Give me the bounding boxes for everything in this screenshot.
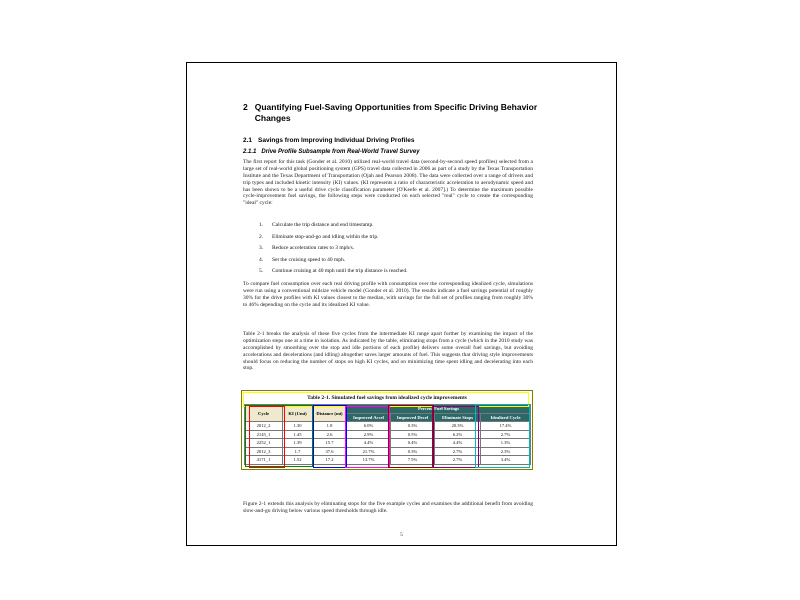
subsubsection-title: Drive Profile Subsample from Real-World Travel Survey	[261, 149, 420, 155]
table-cell: 2145_1	[245, 430, 283, 439]
list-item	[259, 245, 527, 252]
table-cell: 37.6	[313, 447, 347, 456]
col-header-eliminate-stops: Eliminate Stops	[435, 413, 481, 422]
table-cell: 4.4%	[347, 439, 391, 448]
list-item-text: Eliminate stop-and-go and idling within the trip.	[272, 233, 379, 240]
table-cell: 17.4%	[481, 422, 531, 431]
list-item-number: 1.	[259, 222, 264, 228]
col-header-group-percent-fuel-savings: Percent Fuel Savings	[347, 405, 531, 414]
list-item-text: Reduce acceleration rates to 3 mph/s.	[272, 245, 355, 252]
table-cell: 4171_1	[245, 456, 283, 465]
list-item-text: Continue cruising at 40 mph until the trip distance is reached.	[272, 268, 408, 275]
table-cell: 2012_2	[245, 422, 283, 431]
table-cell: 4.4%	[435, 439, 481, 448]
table-cell: 1.8	[313, 422, 347, 431]
col-header-idealized-cycle: Idealized Cycle	[481, 413, 531, 422]
section-heading	[243, 102, 545, 124]
fuel-savings-table	[244, 404, 531, 465]
table-row	[245, 422, 531, 431]
list-item-text: Calculate the trip distance and end timestamp.	[272, 222, 374, 228]
ideal-cycle-steps-list	[259, 222, 527, 280]
table-caption: Table 2-1. Simulated fuel savings from idealized cycle improvements	[307, 395, 467, 401]
body-paragraph-2: To compare fuel consumption over each real driving profile with consumption over the corresponding idealized cycle, simulations were run using a conventional midsize vehicle model (Gonder et al. 2010). The results indicate a fuel savings potential of roughly 30% for the drive profiles with KI values closest to the median, with savings for the full set of profiles ranging from roughly 30% to 46% depending on the cycle and its idealized KI value.	[243, 281, 533, 308]
table-cell: 2252_1	[245, 439, 283, 448]
table-row	[245, 456, 531, 465]
section-number: 2	[243, 102, 248, 112]
page-number: 5	[400, 532, 403, 538]
table-region	[244, 393, 530, 467]
table-header-row-1	[245, 405, 531, 414]
subsubsection-heading	[243, 149, 543, 155]
table-cell: 1.39	[283, 439, 313, 448]
table-cell: 1.7	[283, 447, 313, 456]
table-row	[245, 439, 531, 448]
list-item	[259, 234, 527, 241]
table-cell: 7.5%	[391, 456, 435, 465]
table-row	[245, 430, 531, 439]
list-item-number: 5.	[259, 268, 264, 275]
body-paragraph-4: Figure 2-1 extends this analysis by eliminating stops for the five example cycles and examines the additional benefit from avoiding slow-and-go driving below various speed thresholds through idle.	[243, 501, 533, 514]
list-item-text: Set the cruising speed to 40 mph.	[272, 256, 346, 263]
col-header-cycle: Cycle	[245, 405, 283, 422]
table-cell: 13.7%	[347, 456, 391, 465]
subsubsection-number: 2.1.1	[243, 149, 257, 155]
table-cell: 21.7%	[347, 447, 391, 456]
subsection-number: 2.1	[243, 137, 253, 144]
table-cell: 2.6	[313, 430, 347, 439]
table-cell: 3.4%	[481, 456, 531, 465]
table-cell: 20.3%	[435, 422, 481, 431]
table-cell: 2.9%	[347, 430, 391, 439]
table-cell: 1.3%	[481, 439, 531, 448]
table-cell: 2.3%	[481, 447, 531, 456]
table-cell: 2.7%	[435, 456, 481, 465]
list-item-number: 4.	[259, 256, 264, 263]
col-header-improved-decel: Improved Decel	[391, 413, 435, 422]
list-item-number: 3.	[259, 245, 264, 252]
subsection-heading	[243, 137, 543, 144]
list-item	[259, 222, 527, 229]
table-cell: 17.2	[313, 456, 347, 465]
subsection-title: Savings from Improving Individual Driving Profiles	[258, 137, 415, 144]
body-paragraph-1: The first report for this task (Gonder et al. 2010) utilized real-world travel data (second-by-second speed profiles) selected from a large set of real-world global positioning system (GPS) travel data collected in 2006 as part of a study by the Texas Transportation Institute and the Texas Department of Transportation (Ojah and Pearson 2008). The data were collected over a range of drivers and trip types and included kinetic intensity (KI) values. (KI represents a ratio of characteristic acceleration to aerodynamic speed and has been shown to be a useful drive cycle classification parameter [O'Keefe et al. 2007].) To determine the maximum possible cycle-improvement fuel savings, the following steps were conducted on each selected "real" cycle to create the corresponding "ideal" cycle:	[243, 159, 533, 207]
body-paragraph-3: Table 2-1 breaks the analysis of these five cycles from the intermediate KI range apart further by examining the impact of the optimization steps one at a time in isolation. As indicated by the table, eliminating stops from a cycle (which in the 2010 study was accomplished by smoothing over the stop and idle portions of each profile) delivers some overall fuel savings, but avoiding accelerations and decelerations (and idling) altogether saves larger amounts of fuel. This suggests that driving style improvements should focus on reducing the number of stops on high KI cycles, and on minimizing time spent idling and decelerating into each stop.	[243, 331, 533, 372]
list-item	[259, 257, 527, 264]
table-cell: 1.45	[283, 430, 313, 439]
col-header-distance: Distance (mi)	[313, 405, 347, 422]
table-cell: 1.30	[283, 422, 313, 431]
table-cell: 0.5%	[391, 430, 435, 439]
col-header-improved-accel: Improved Accel	[347, 413, 391, 422]
table-cell: 0.4%	[391, 439, 435, 448]
list-item	[259, 268, 527, 275]
table-cell: 6.0%	[347, 422, 391, 431]
col-header-ki: KI (1/mi)	[283, 405, 313, 422]
section-title: Quantifying Fuel-Saving Opportunities from Specific Driving Behavior Changes	[254, 102, 538, 124]
table-cell: 6.2%	[435, 430, 481, 439]
list-item-number: 2.	[259, 233, 264, 240]
document-page	[186, 62, 617, 546]
table-cell: 2.7%	[481, 430, 531, 439]
table-row	[245, 447, 531, 456]
table-cell: 0.3%	[391, 422, 435, 431]
table-cell: 2012_3	[245, 447, 283, 456]
table-cell: 1.52	[283, 456, 313, 465]
table-cell: 0.3%	[391, 447, 435, 456]
table-cell: 15.7	[313, 439, 347, 448]
table-cell: 2.7%	[435, 447, 481, 456]
